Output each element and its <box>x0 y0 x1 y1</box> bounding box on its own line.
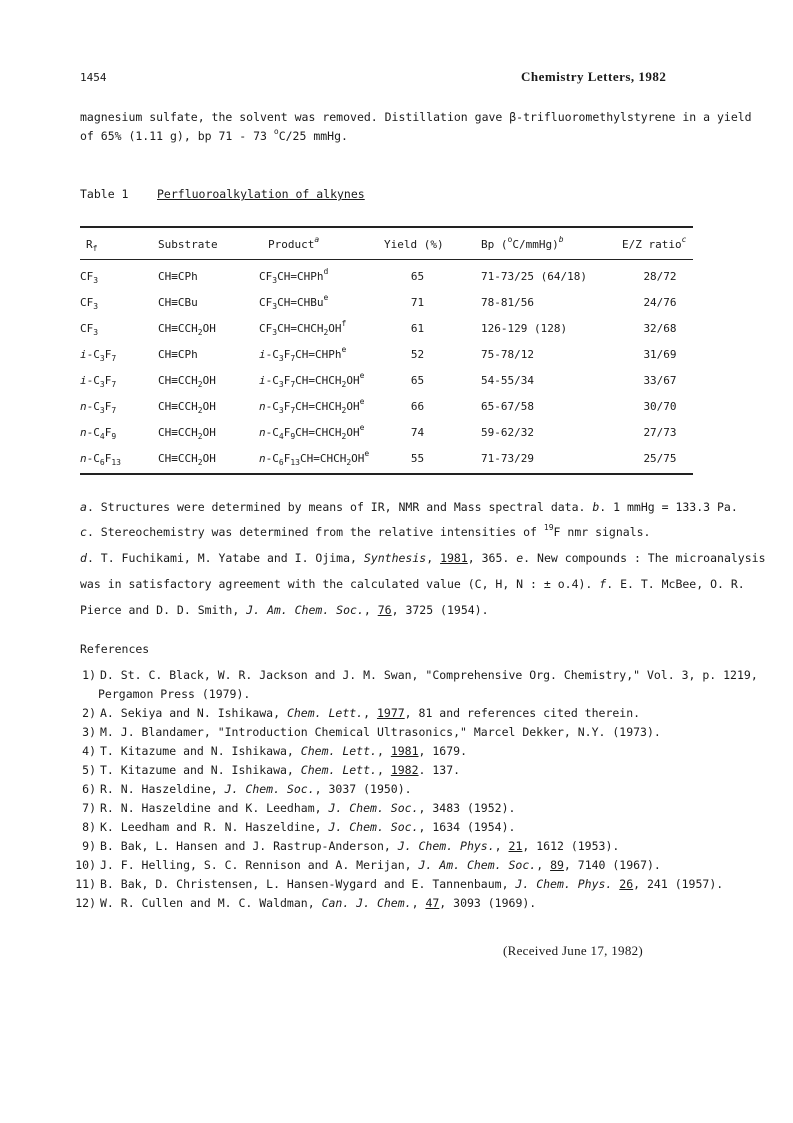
reference-text: D. St. C. Black, W. R. Jackson and J. M. Swan, "Comprehensive Org. Chemistry," Vol. 3, p. 1219, <box>100 668 758 682</box>
reference-number: 10) <box>75 858 96 872</box>
table-cell-rf: $i-C_3F_7$ <box>80 348 117 363</box>
table-cell-product: $i-C_3F_7CH=CHCH_2OH^e$ <box>259 371 365 389</box>
footnote-line1: a. Structures were determined by means of IR, NMR and Mass spectral data. b. 1 mmHg = 133.3 Pa. <box>80 500 738 514</box>
footnote-line2: c. Stereochemistry was determined from the relative intensities of $^{19}$F nmr signals. <box>80 523 651 539</box>
table-cell-ez: 33/67 <box>643 374 677 387</box>
table-cell-ez: 30/70 <box>643 400 677 413</box>
reference-number: 1) <box>82 668 96 682</box>
reference-number: 4) <box>82 744 96 758</box>
table-cell-rf: $n-C_4F_9$ <box>80 426 117 441</box>
table-cell-bp: 126-129 (128) <box>481 322 568 335</box>
col-header-product: Product$^a$ <box>268 235 320 251</box>
table-cell-bp: 78-81/56 <box>481 296 534 309</box>
reference-text: A. Sekiya and N. Ishikawa, Chem. Lett., 1977, 81 and references cited therein. <box>100 706 641 720</box>
table-cell-substrate: $CH\equiv CCH_2OH$ <box>158 426 216 441</box>
reference-number: 7) <box>82 801 96 815</box>
table-cell-rf: $i-C_3F_7$ <box>80 374 117 389</box>
table-cell-substrate: $CH\equiv CCH_2OH$ <box>158 322 216 337</box>
table-top-rule <box>80 226 693 228</box>
reference-number: 5) <box>82 763 96 777</box>
reference-number: 11) <box>75 877 96 891</box>
table-cell-substrate: CH≡CPh <box>158 348 198 361</box>
intro-line-1: magnesium sulfate, the solvent was removed. Distillation gave β-trifluoromethylstyrene in a yield <box>80 110 752 124</box>
table-cell-product: $CF_3CH=CHBu^e$ <box>259 293 329 311</box>
reference-number: 8) <box>82 820 96 834</box>
col-header-substrate: Substrate <box>158 238 218 251</box>
reference-continuation: Pergamon Press (1979). <box>98 687 251 701</box>
table-cell-yield: 65 <box>410 374 425 387</box>
table-cell-yield: 71 <box>410 296 425 309</box>
table-cell-product: $i-C_3F_7CH=CHPh^e$ <box>259 345 347 363</box>
footnote-line5: Pierce and D. D. Smith, J. Am. Chem. Soc., 76, 3725 (1954). <box>80 603 489 617</box>
table-cell-ez: 31/69 <box>643 348 677 361</box>
col-header-ez: E/Z ratio$^c$ <box>622 235 687 251</box>
table-cell-substrate: CH≡CPh <box>158 270 198 283</box>
reference-text: B. Bak, L. Hansen and J. Rastrup-Anderson, J. Chem. Phys., 21, 1612 (1953). <box>100 839 620 853</box>
table-cell-product: $n-C_4F_9CH=CHCH_2OH^e$ <box>259 423 365 441</box>
reference-number: 6) <box>82 782 96 796</box>
table-cell-yield: 74 <box>410 426 425 439</box>
col-header-rf: $R_f$ <box>86 238 98 253</box>
table-cell-ez: 28/72 <box>643 270 677 283</box>
footnote-line4: was in satisfactory agreement with the calculated value (C, H, N : ± o.4). f. E. T. McBee, O. R. <box>80 577 745 591</box>
reference-text: R. N. Haszeldine and K. Leedham, J. Chem. Soc., 3483 (1952). <box>100 801 516 815</box>
table-cell-substrate: CH≡CBu <box>158 296 198 309</box>
table-cell-yield: 55 <box>410 452 425 465</box>
table-header-rule <box>80 259 693 260</box>
table-cell-ez: 27/73 <box>643 426 677 439</box>
table-cell-yield: 61 <box>410 322 425 335</box>
reference-number: 2) <box>82 706 96 720</box>
reference-text: W. R. Cullen and M. C. Waldman, Can. J. Chem., 47, 3093 (1969). <box>100 896 537 910</box>
table-cell-product: $CF_3CH=CHCH_2OH^f$ <box>259 319 347 337</box>
reference-text: B. Bak, D. Christensen, L. Hansen-Wygard and E. Tannenbaum, J. Chem. Phys. 26, 241 (1957). <box>100 877 724 891</box>
table-title: Perfluoroalkylation of alkynes <box>157 187 365 201</box>
table-cell-ez: 24/76 <box>643 296 677 309</box>
journal-header: Chemistry Letters, 1982 <box>521 69 667 84</box>
table-cell-product: $n-C_6F_{13}CH=CHCH_2OH^e$ <box>259 449 370 467</box>
received-date: (Received June 17, 1982) <box>503 943 644 958</box>
table-cell-ez: 25/75 <box>643 452 677 465</box>
reference-number: 3) <box>82 725 96 739</box>
table-cell-yield: 65 <box>410 270 425 283</box>
table-label: Table 1 <box>80 187 129 201</box>
reference-text: M. J. Blandamer, "Introduction Chemical Ultrasonics," Marcel Dekker, N.Y. (1973). <box>100 725 661 739</box>
references-heading: References <box>80 642 150 656</box>
table-bottom-rule <box>80 473 693 475</box>
table-cell-rf: $CF_3$ <box>80 322 99 337</box>
reference-text: J. F. Helling, S. C. Rennison and A. Merijan, J. Am. Chem. Soc., 89, 7140 (1967). <box>100 858 661 872</box>
intro-line-2: of 65% (1.11 g), bp 71 - 73 $^o$C/25 mmHg. <box>80 127 348 143</box>
col-header-yield: Yield (%) <box>384 238 444 251</box>
reference-text: R. N. Haszeldine, J. Chem. Soc., 3037 (1950). <box>100 782 412 796</box>
table-cell-rf: $CF_3$ <box>80 270 99 285</box>
footnote-line3: d. T. Fuchikami, M. Yatabe and I. Ojima, Synthesis, 1981, 365. e. New compounds : The microanalysis <box>80 551 766 565</box>
table-cell-substrate: $CH\equiv CCH_2OH$ <box>158 452 216 467</box>
table-cell-rf: $n-C_3F_7$ <box>80 400 117 415</box>
table-cell-yield: 66 <box>410 400 425 413</box>
table-cell-product: $n-C_3F_7CH=CHCH_2OH^e$ <box>259 397 365 415</box>
reference-text: T. Kitazume and N. Ishikawa, Chem. Lett., 1982. 137. <box>100 763 461 777</box>
table-cell-yield: 52 <box>410 348 425 361</box>
table-cell-bp: 65-67/58 <box>481 400 534 413</box>
page-number: 1454 <box>80 71 107 84</box>
reference-text: K. Leedham and R. N. Haszeldine, J. Chem. Soc., 1634 (1954). <box>100 820 516 834</box>
table-cell-bp: 75-78/12 <box>481 348 534 361</box>
table-cell-product: $CF_3CH=CHPh^d$ <box>259 267 329 285</box>
table-cell-rf: $n-C_6F_{13}$ <box>80 452 121 467</box>
col-header-bp: Bp ($^o$C/mmHg)$^b$ <box>481 235 564 251</box>
table-cell-substrate: $CH\equiv CCH_2OH$ <box>158 374 216 389</box>
table-cell-bp: 71-73/29 <box>481 452 534 465</box>
reference-number: 9) <box>82 839 96 853</box>
table-cell-bp: 71-73/25 (64/18) <box>481 270 587 283</box>
table-cell-bp: 54-55/34 <box>481 374 534 387</box>
table-cell-rf: $CF_3$ <box>80 296 99 311</box>
table-cell-ez: 32/68 <box>643 322 677 335</box>
reference-number: 12) <box>75 896 96 910</box>
reference-text: T. Kitazume and N. Ishikawa, Chem. Lett., 1981, 1679. <box>100 744 467 758</box>
table-cell-bp: 59-62/32 <box>481 426 534 439</box>
table-cell-substrate: $CH\equiv CCH_2OH$ <box>158 400 216 415</box>
